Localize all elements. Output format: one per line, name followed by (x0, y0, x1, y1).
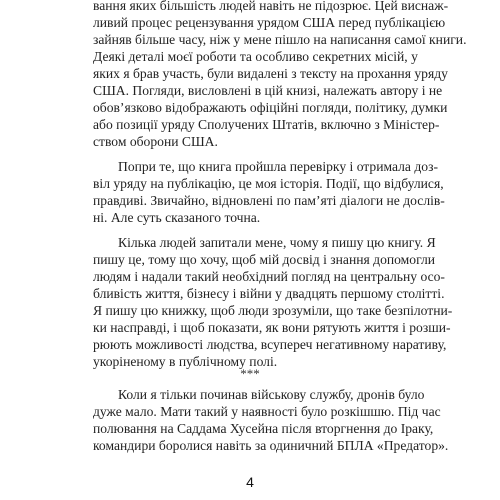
text-line: Попри те, що книга пройшла перевірку і отримала доз- (118, 159, 438, 174)
text-line: Деякі деталі моєї роботи та особливо секретних місій, у (93, 49, 418, 64)
text-line: зайняв більше часу, ніж у мене пішло на написання самої книги. (93, 32, 467, 47)
text-line: віл уряду на публікацію, це моя історія. Події, що відбулися, (93, 176, 444, 191)
text-line: яких я брав участь, були видалені з тексту на прохання уряду (93, 66, 448, 81)
text-line: пишу це, тому що хочу, щоб мій досвід і знання допомогли (93, 252, 436, 267)
text-line: ні. Але суть сказаного точна. (93, 210, 261, 225)
text-line: ством оборони США. (93, 134, 218, 149)
text-line: Коли я тільки починав військову службу, дронів було (118, 387, 425, 402)
text-line: обов’язково відображають офіційні погляди, політику, думки (93, 100, 448, 115)
text-line: вання яких більшість людей навіть не підозрює. Цей виснаж- (93, 0, 449, 13)
text-line: США. Погляди, висловлені в цій книзі, належать автору і не (93, 83, 443, 98)
text-line: ливий процес рецензування урядом США перед публікацією (93, 15, 446, 30)
text-line: бливість життя, бізнесу і війни у двадцять першому столітті. (93, 286, 445, 301)
text-line: рюють можливості людства, всупереч негативному наративу, (93, 337, 447, 352)
text-line: ки насправді, і щоб показати, як вони рятують життя і розши- (93, 320, 451, 335)
text-line: або позиції уряду Сполучених Штатів, включно з Міністер- (93, 117, 440, 132)
text-line: правдиві. Звичайно, відновлені по пам’яті діалоги не дослів- (93, 193, 445, 208)
text-line: полювання на Саддама Хусейна після вторгнення до Іраку, (93, 421, 434, 436)
text-line: людям і надали такий необхідний погляд на центральну осо- (93, 269, 445, 284)
text-line: Я пишу цю книжку, щоб люди зрозуміли, що таке безпілотни- (93, 303, 453, 318)
text-line: командири боролися навіть за одиничний БПЛА «Предатор». (93, 438, 449, 453)
text-line: Кілька людей запитали мене, чому я пишу цю книгу. Я (118, 235, 436, 250)
page-number: 4 (246, 474, 254, 490)
text-line: укоріненому в публічному полі. (93, 354, 278, 369)
text-line: дуже мало. Мати такий у наявності було розкішшю. Під час (93, 404, 441, 419)
section-separator: *** (240, 366, 260, 381)
